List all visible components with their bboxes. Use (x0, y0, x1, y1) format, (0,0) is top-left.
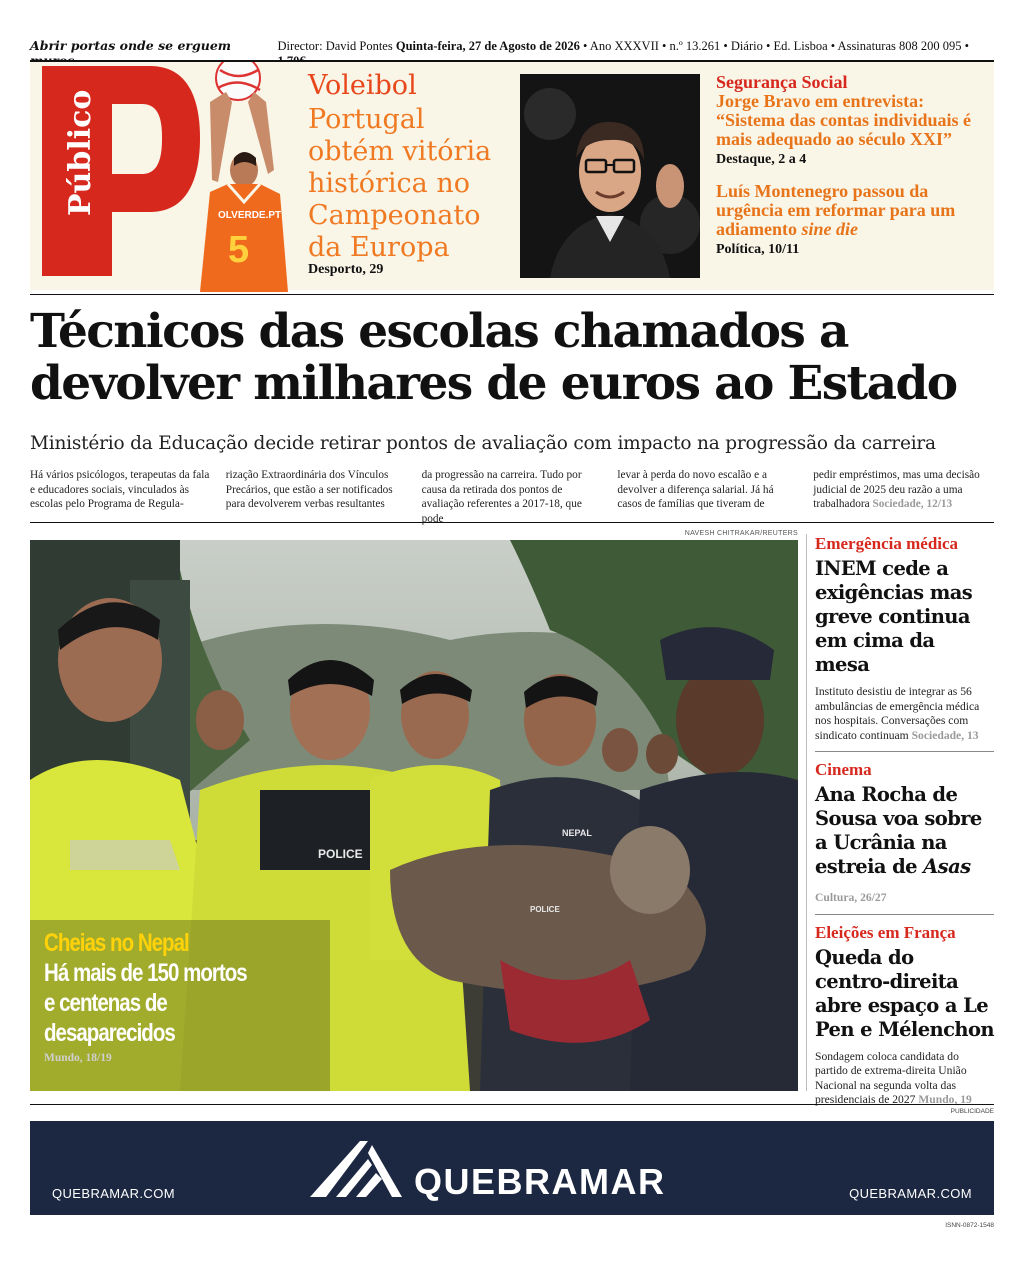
teaser2-headline-main: Luís Montenegro passou da urgência em reformar para um adiamento (716, 181, 956, 239)
divider (30, 294, 994, 295)
volleyball-player-photo (170, 62, 305, 292)
director: Director: David Pontes (277, 39, 393, 53)
issn: ISNN-0872-1548 (945, 1222, 994, 1229)
lead-body (30, 468, 994, 526)
masthead-band (30, 60, 994, 290)
story2-headline (815, 783, 994, 879)
sport-page-ref: Desporto, 29 (308, 262, 384, 277)
lead-column-5 (813, 468, 994, 526)
lead-page-ref: Sociedade, 12/13 (872, 498, 953, 510)
story3-kicker: Eleições em França (815, 922, 956, 942)
vest-text-police: POLICE (318, 847, 363, 861)
quebramar-logo-icon (306, 1137, 406, 1201)
sport-kicker: Voleibol (308, 70, 417, 101)
advert-url-left[interactable]: QUEBRAMAR.COM (52, 1186, 175, 1201)
photo-kicker: Cheias no Nepal (44, 929, 189, 957)
issue-date: Quinta-feira, 27 de Agosto de 2026 (395, 39, 580, 53)
teaser2-headline-italic: sine die (801, 219, 858, 239)
advert-brand: QUEBRAMAR (414, 1161, 666, 1202)
sport-headline[interactable]: Portugal obtém vitória histórica no Campeonato da Europa (308, 104, 492, 263)
photo-page-ref: Mundo, 18/19 (44, 1052, 112, 1064)
story3-page-ref: Mundo, 19 (918, 1093, 972, 1106)
story1-headline: INEM cede a exigências mas greve continua em cima da mesa (815, 557, 973, 676)
slogan: Abrir portas onde se erguem (30, 38, 231, 53)
lead-column-3: da progressão na carreira. Tudo por causa da retirada dos pontos de avaliação referentes a 2017-18, que pode (421, 469, 582, 525)
divider (815, 751, 994, 752)
story2-headline-main: Ana Rocha de Sousa voa sobre a Ucrânia na estreia de (815, 783, 982, 878)
advert-label: PUBLICIDADE (950, 1108, 994, 1115)
top-strip (30, 38, 994, 56)
divider (30, 1104, 994, 1105)
lead-column-1: Há vários psicólogos, terapeutas da fala e educadores sociais, vinculados às escolas pelo Programa de Regula- (30, 469, 210, 510)
story1-kicker: Emergência médica (815, 534, 959, 553)
lead-column-2: rização Extraordinária dos Vínculos Precários, que estão a ser notificados para devolverem verbas resultantes (225, 469, 393, 510)
sidebar-story-1[interactable] (815, 534, 994, 751)
lead-column-4: levar à perda do novo escalão e a devolver a diferença salarial. Já há casos de famílias que tiveram de (617, 469, 774, 510)
teaser1-page-ref: Destaque, 2 a 4 (716, 152, 807, 167)
story2-headline-italic: Asas (923, 855, 971, 878)
interview-portrait (520, 74, 700, 278)
teaser2-headline[interactable] (716, 182, 988, 239)
advert-url-right[interactable]: QUEBRAMAR.COM (849, 1186, 972, 1201)
right-column (806, 534, 994, 1106)
divider (30, 522, 994, 523)
vest-text-police-2: POLICE (530, 905, 560, 914)
jersey-number: 5 (228, 229, 250, 271)
story1-page-ref: Sociedade, 13 (911, 728, 979, 742)
lead-headline[interactable]: Técnicos das escolas chamados a devolver milhares de euros ao Estado (30, 304, 957, 411)
masthead-teasers (716, 72, 988, 258)
story2-kicker: Cinema (815, 760, 872, 779)
sidebar-story-3[interactable] (815, 923, 994, 1116)
lead-column-5-text: pedir empréstimos, mas uma decisão judicial de 2025 deu razão a uma trabalhadora (813, 469, 980, 510)
jersey-text: OLVERDE.PT (218, 210, 282, 221)
issue-details: • Ano XXXVII • n.º 13.261 • Diário • Ed. Lisboa • Assinaturas 808 200 095 • (583, 39, 970, 53)
story1-body: Instituto desistiu de integrar as 56 ambulâncias de emergência médica nos hospitais. Conversações com sindicato continuam (815, 685, 980, 742)
teaser1-headline[interactable]: Jorge Bravo em entrevista: “Sistema das contas individuais é mais adequado ao século XXI” (716, 91, 972, 149)
lead-subhead: Ministério da Educação decide retirar pontos de avaliação com impacto na progressão da carreira (30, 433, 936, 454)
teaser1-kicker: Segurança Social (716, 72, 848, 92)
story3-headline: Queda do centro-direita abre espaço a Le Pen e Mélenchon (815, 945, 994, 1041)
story2-text (815, 891, 994, 906)
divider (815, 914, 994, 915)
quebramar-advert[interactable] (30, 1121, 994, 1215)
teaser2-page-ref: Política, 10/11 (716, 242, 800, 257)
photo-credit: NAVESH CHITRAKAR/REUTERS (684, 530, 798, 537)
photo-headline: Há mais de 150 mortos e centenas de desaparecidos (44, 959, 247, 1047)
photo-caption[interactable] (44, 928, 257, 1048)
story2-page-ref: Cultura, 26/27 (815, 891, 887, 904)
story3-text (815, 1050, 994, 1108)
logo-wordmark: Público (63, 89, 98, 216)
sidebar-story-2[interactable] (815, 760, 994, 914)
story3-body: Sondagem coloca candidata do partido de extrema-direita União Nacional na segunda volta das presidenciais de 2027 (815, 1049, 967, 1106)
vest-text-nepal: NEPAL (562, 828, 592, 838)
story1-text (815, 685, 994, 743)
